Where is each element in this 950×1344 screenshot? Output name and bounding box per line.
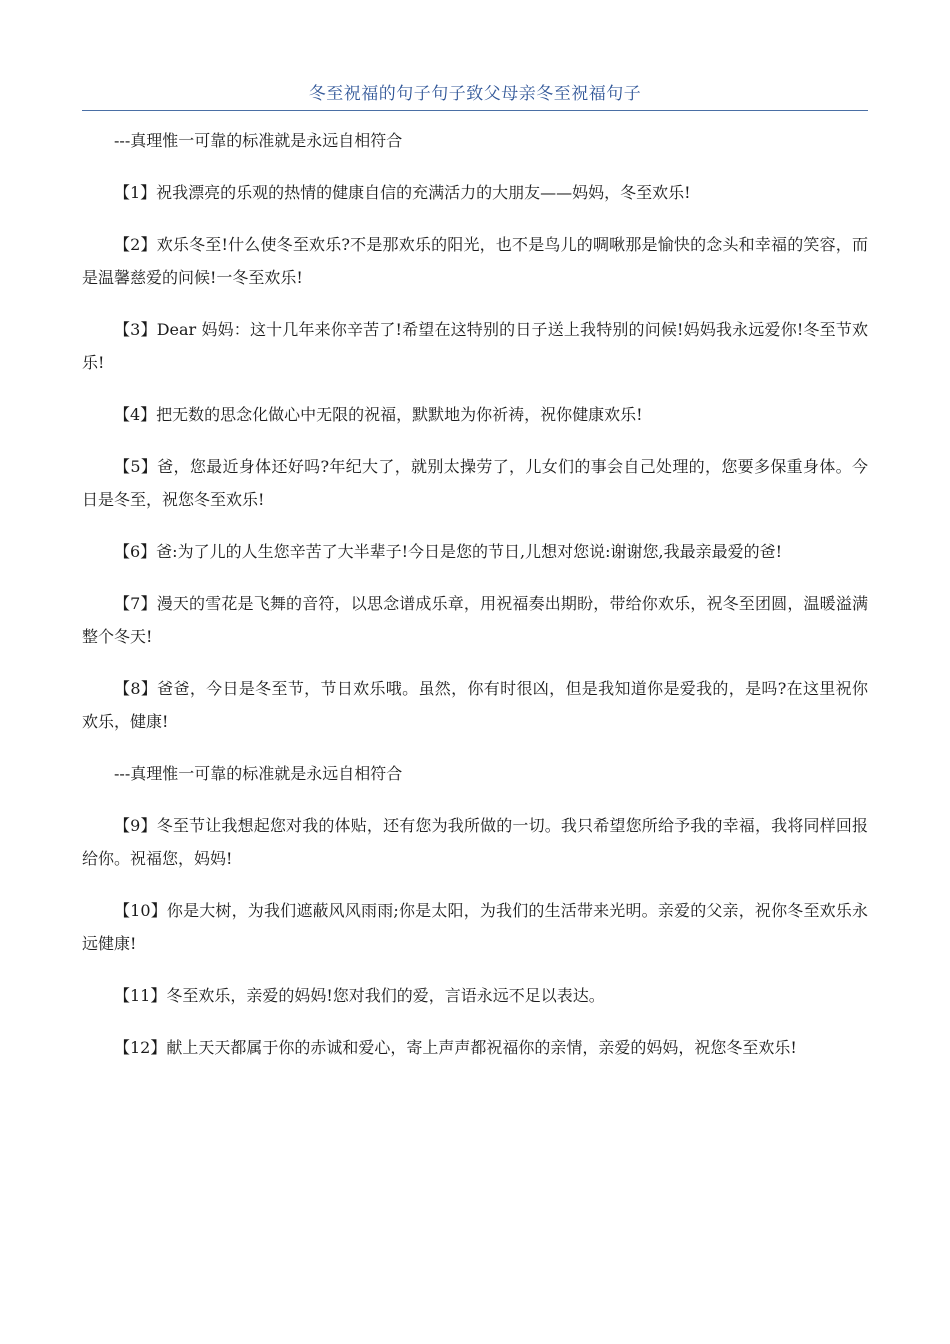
greeting-item-5: 【5】爸，您最近身体还好吗?年纪大了，就别太操劳了，儿女们的事会自己处理的，您要多保重身体。今日是冬至，祝您冬至欢乐!	[82, 457, 868, 509]
greeting-item-11: 【11】冬至欢乐，亲爱的妈妈!您对我们的爱，言语永远不足以表达。	[114, 986, 605, 1005]
greeting-item-8: 【8】爸爸，今日是冬至节，节日欢乐哦。虽然，你有时很凶，但是我知道你是爱我的，是吗?在这里祝你欢乐，健康!	[82, 679, 868, 731]
greeting-item-6: 【6】爸:为了儿的人生您辛苦了大半辈子!今日是您的节日,儿想对您说:谢谢您,我最亲最爱的爸!	[114, 542, 782, 561]
greeting-item-7: 【7】漫天的雪花是飞舞的音符，以思念谱成乐章，用祝福奏出期盼，带给你欢乐，祝冬至团圆，温暖溢满整个冬天!	[82, 594, 868, 646]
page-header	[82, 82, 868, 111]
motto-line: ---真理惟一可靠的标准就是永远自相符合	[114, 131, 403, 150]
greeting-item-2: 【2】欢乐冬至!什么使冬至欢乐?不是那欢乐的阳光，也不是鸟儿的啁啾那是愉快的念头和幸福的笑容，而是温馨慈爱的问候!一冬至欢乐!	[82, 235, 868, 287]
greeting-item-4: 【4】把无数的思念化做心中无限的祝福，默默地为你祈祷，祝你健康欢乐!	[114, 405, 643, 424]
greeting-item-1: 【1】祝我漂亮的乐观的热情的健康自信的充满活力的大朋友——妈妈，冬至欢乐!	[114, 183, 691, 202]
document-body	[82, 124, 868, 1083]
greeting-item-10: 【10】你是大树，为我们遮蔽风风雨雨;你是太阳，为我们的生活带来光明。亲爱的父亲，祝你冬至欢乐永远健康!	[82, 901, 868, 953]
motto-line: ---真理惟一可靠的标准就是永远自相符合	[114, 764, 403, 783]
greeting-item-3: 【3】Dear 妈妈：这十几年来你辛苦了!希望在这特别的日子送上我特别的问候!妈妈我永远爱你!冬至节欢乐!	[82, 320, 868, 372]
greeting-item-12: 【12】献上天天都属于你的赤诚和爱心，寄上声声都祝福你的亲情，亲爱的妈妈，祝您冬至欢乐!	[114, 1038, 797, 1057]
greeting-item-9: 【9】冬至节让我想起您对我的体贴，还有您为我所做的一切。我只希望您所给予我的幸福，我将同样回报给你。祝福您，妈妈!	[82, 816, 868, 868]
page-title: 冬至祝福的句子句子致父母亲冬至祝福句子	[308, 84, 642, 104]
